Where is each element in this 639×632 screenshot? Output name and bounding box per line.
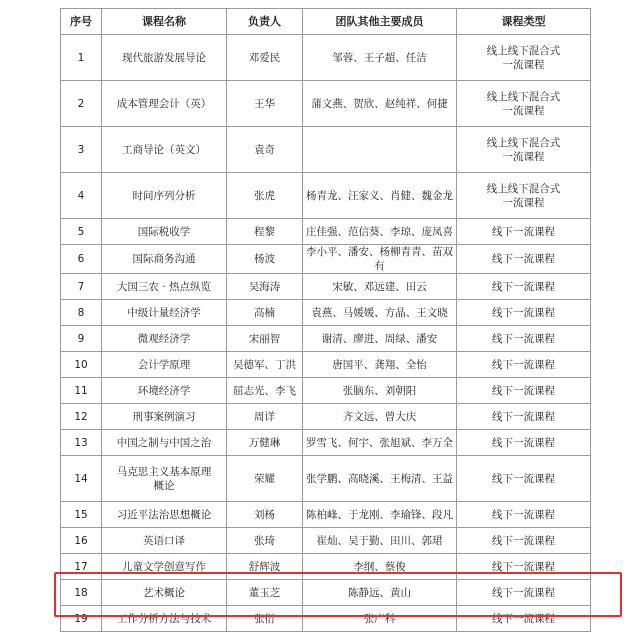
header-index: 序号 bbox=[61, 9, 102, 35]
course-type-text: 线下一流课程 bbox=[492, 280, 555, 293]
course-type-text: 线下一流课程 bbox=[492, 436, 555, 449]
cell-leader: 屈志光、李飞 bbox=[227, 378, 303, 404]
cell-course-name bbox=[102, 554, 227, 580]
cell-leader: 张虎 bbox=[227, 173, 303, 219]
cell-index: 18 bbox=[61, 580, 102, 606]
cell-index: 17 bbox=[61, 554, 102, 580]
cell-leader: 周详 bbox=[227, 404, 303, 430]
cell-leader: 吴德军、丁洪 bbox=[227, 352, 303, 378]
course-name-text: 中国之制与中国之治 bbox=[116, 436, 212, 449]
cell-course-name bbox=[102, 502, 227, 528]
cell-course-type bbox=[457, 606, 591, 632]
cell-course-name bbox=[102, 300, 227, 326]
course-name-text: 成本管理会计（英） bbox=[116, 97, 212, 110]
course-name-text: 工作分析方法与技术 bbox=[116, 612, 212, 625]
cell-leader: 刘杨 bbox=[227, 502, 303, 528]
course-type-text: 线上线下混合式 一流课程 bbox=[486, 136, 561, 163]
table-row bbox=[61, 245, 591, 274]
cell-leader: 王华 bbox=[227, 81, 303, 127]
cell-team-members: 李小平、潘安、杨柳青青、苗双有 bbox=[303, 245, 457, 274]
course-type-text: 线上线下混合式 一流课程 bbox=[486, 182, 561, 209]
cell-course-type bbox=[457, 404, 591, 430]
table-row bbox=[61, 456, 591, 502]
cell-course-name bbox=[102, 127, 227, 173]
header-row bbox=[61, 9, 591, 35]
cell-index: 15 bbox=[61, 502, 102, 528]
cell-course-name bbox=[102, 528, 227, 554]
cell-leader: 邓爱民 bbox=[227, 35, 303, 81]
cell-course-type bbox=[457, 580, 591, 606]
header-leader: 负责人 bbox=[227, 9, 303, 35]
cell-index: 3 bbox=[61, 127, 102, 173]
cell-course-name bbox=[102, 35, 227, 81]
cell-team-members: 齐文远、曾大庆 bbox=[303, 404, 457, 430]
course-name-text: 儿童文学创意写作 bbox=[122, 560, 206, 573]
cell-index: 13 bbox=[61, 430, 102, 456]
cell-course-name bbox=[102, 456, 227, 502]
cell-index: 5 bbox=[61, 219, 102, 245]
table-row bbox=[61, 528, 591, 554]
course-name-text: 微观经济学 bbox=[137, 332, 191, 345]
cell-index: 11 bbox=[61, 378, 102, 404]
course-name-text: 习近平法治思想概论 bbox=[116, 508, 212, 521]
course-name-text: 国际税收学 bbox=[137, 225, 191, 238]
table-row bbox=[61, 502, 591, 528]
cell-course-name bbox=[102, 352, 227, 378]
course-name-text: 中级计量经济学 bbox=[127, 306, 201, 319]
course-type-text: 线下一流课程 bbox=[492, 586, 555, 599]
table-row bbox=[61, 326, 591, 352]
course-name-text: 国际商务沟通 bbox=[132, 253, 196, 265]
cell-course-type bbox=[457, 35, 591, 81]
course-type-text: 线下一流课程 bbox=[492, 560, 555, 573]
course-name-text: 大国三农 · 热点纵览 bbox=[116, 280, 211, 293]
cell-team-members: 邹蓉、王子超、任洁 bbox=[303, 35, 457, 81]
table-row bbox=[61, 219, 591, 245]
cell-team-members bbox=[303, 127, 457, 173]
cell-leader: 董玉芝 bbox=[227, 580, 303, 606]
course-type-text: 线下一流课程 bbox=[492, 508, 555, 521]
course-table bbox=[60, 8, 591, 632]
cell-course-type bbox=[457, 274, 591, 300]
table-row bbox=[61, 352, 591, 378]
table-row bbox=[61, 606, 591, 632]
table-row bbox=[61, 127, 591, 173]
cell-team-members: 陈静远、黄山 bbox=[303, 580, 457, 606]
cell-team-members: 唐国平、龚翔、全怡 bbox=[303, 352, 457, 378]
table-row bbox=[61, 378, 591, 404]
cell-course-type bbox=[457, 430, 591, 456]
table-row bbox=[61, 554, 591, 580]
course-type-text: 线下一流课程 bbox=[492, 225, 555, 238]
cell-team-members: 李纲、蔡俊 bbox=[303, 554, 457, 580]
cell-team-members: 张广科 bbox=[303, 606, 457, 632]
cell-course-type bbox=[457, 456, 591, 502]
cell-course-name bbox=[102, 173, 227, 219]
cell-team-members: 陈柏峰、于龙刚、李瑜锋、段凡 bbox=[303, 502, 457, 528]
course-name-text: 艺术概论 bbox=[143, 586, 185, 599]
cell-course-name bbox=[102, 245, 227, 274]
cell-course-name bbox=[102, 219, 227, 245]
cell-leader: 吴海涛 bbox=[227, 274, 303, 300]
cell-index: 14 bbox=[61, 456, 102, 502]
cell-team-members: 张脑东、刘朝阳 bbox=[303, 378, 457, 404]
cell-index: 4 bbox=[61, 173, 102, 219]
cell-leader: 袁奇 bbox=[227, 127, 303, 173]
cell-index: 2 bbox=[61, 81, 102, 127]
cell-team-members: 崔灿、吴于勤、田川、郭珺 bbox=[303, 528, 457, 554]
cell-course-type bbox=[457, 326, 591, 352]
course-type-text: 线上线下混合式 一流课程 bbox=[486, 44, 561, 71]
table-row-highlighted bbox=[61, 580, 591, 606]
cell-course-name bbox=[102, 430, 227, 456]
cell-team-members: 袁燕、马媛媛、方晶、王文晓 bbox=[303, 300, 457, 326]
course-type-text: 线下一流课程 bbox=[492, 306, 555, 319]
cell-course-type bbox=[457, 554, 591, 580]
cell-leader: 张衍 bbox=[227, 606, 303, 632]
cell-index: 16 bbox=[61, 528, 102, 554]
course-type-text: 线下一流课程 bbox=[492, 612, 555, 625]
course-name-text: 时间序列分析 bbox=[132, 189, 196, 202]
table-row bbox=[61, 81, 591, 127]
course-name-text: 马克思主义基本原理 概论 bbox=[116, 465, 212, 492]
cell-index: 9 bbox=[61, 326, 102, 352]
cell-course-type bbox=[457, 173, 591, 219]
course-type-text: 线下一流课程 bbox=[492, 358, 555, 371]
cell-course-type bbox=[457, 127, 591, 173]
table-row bbox=[61, 404, 591, 430]
course-name-text: 刑事案例演习 bbox=[132, 410, 196, 423]
cell-leader: 杨波 bbox=[227, 245, 303, 274]
cell-course-type bbox=[457, 378, 591, 404]
cell-leader: 万健琳 bbox=[227, 430, 303, 456]
cell-index: 1 bbox=[61, 35, 102, 81]
cell-course-type bbox=[457, 300, 591, 326]
cell-team-members: 蒲文燕、贺欣、赵纯祥、何捷 bbox=[303, 81, 457, 127]
cell-index: 19 bbox=[61, 606, 102, 632]
table-row bbox=[61, 274, 591, 300]
cell-leader: 舒辉波 bbox=[227, 554, 303, 580]
cell-index: 8 bbox=[61, 300, 102, 326]
cell-course-name bbox=[102, 81, 227, 127]
cell-course-type bbox=[457, 528, 591, 554]
table-row bbox=[61, 173, 591, 219]
course-name-text: 会计学原理 bbox=[137, 358, 191, 371]
cell-course-type bbox=[457, 219, 591, 245]
cell-team-members: 宋敏、邓远建、田云 bbox=[303, 274, 457, 300]
cell-leader: 张琦 bbox=[227, 528, 303, 554]
cell-index: 10 bbox=[61, 352, 102, 378]
cell-leader: 荣耀 bbox=[227, 456, 303, 502]
cell-course-type bbox=[457, 502, 591, 528]
cell-leader: 程黎 bbox=[227, 219, 303, 245]
header-team-members: 团队其他主要成员 bbox=[303, 9, 457, 35]
cell-course-type bbox=[457, 245, 591, 274]
course-name-text: 现代旅游发展导论 bbox=[122, 51, 206, 64]
cell-index: 7 bbox=[61, 274, 102, 300]
cell-leader: 宋丽智 bbox=[227, 326, 303, 352]
course-type-text: 线下一流课程 bbox=[492, 384, 555, 397]
cell-team-members: 庄佳强、范信葵、李琼、庞凤喜 bbox=[303, 219, 457, 245]
header-course-name: 课程名称 bbox=[102, 9, 227, 35]
cell-course-name bbox=[102, 580, 227, 606]
cell-team-members: 罗雪飞、何宇、张旭斌、李万全 bbox=[303, 430, 457, 456]
course-type-text: 线下一流课程 bbox=[492, 332, 555, 345]
cell-team-members: 谢清、廖进、周绿、潘安 bbox=[303, 326, 457, 352]
cell-course-type bbox=[457, 81, 591, 127]
cell-course-name bbox=[102, 326, 227, 352]
table-row bbox=[61, 430, 591, 456]
header-course-type: 课程类型 bbox=[457, 9, 591, 35]
cell-index: 6 bbox=[61, 245, 102, 274]
course-name-text: 英语口译 bbox=[143, 534, 185, 547]
table-row bbox=[61, 300, 591, 326]
table-row bbox=[61, 35, 591, 81]
course-type-text: 线下一流课程 bbox=[492, 472, 555, 485]
cell-course-name bbox=[102, 404, 227, 430]
cell-team-members: 杨青龙、汪家义、肖健、魏金龙 bbox=[303, 173, 457, 219]
cell-course-name bbox=[102, 606, 227, 632]
course-name-text: 工商导论（英文） bbox=[122, 143, 206, 156]
cell-course-name bbox=[102, 274, 227, 300]
cell-course-type bbox=[457, 352, 591, 378]
cell-leader: 高楠 bbox=[227, 300, 303, 326]
course-type-text: 线下一流课程 bbox=[492, 410, 555, 423]
cell-course-name bbox=[102, 378, 227, 404]
cell-index: 12 bbox=[61, 404, 102, 430]
cell-team-members: 张学鹏、高晓溪、王梅清、王益 bbox=[303, 456, 457, 502]
course-name-text: 环境经济学 bbox=[137, 384, 191, 397]
course-type-text: 线下一流课程 bbox=[492, 253, 555, 265]
course-type-text: 线下一流课程 bbox=[492, 534, 555, 547]
course-type-text: 线上线下混合式 一流课程 bbox=[486, 90, 561, 117]
